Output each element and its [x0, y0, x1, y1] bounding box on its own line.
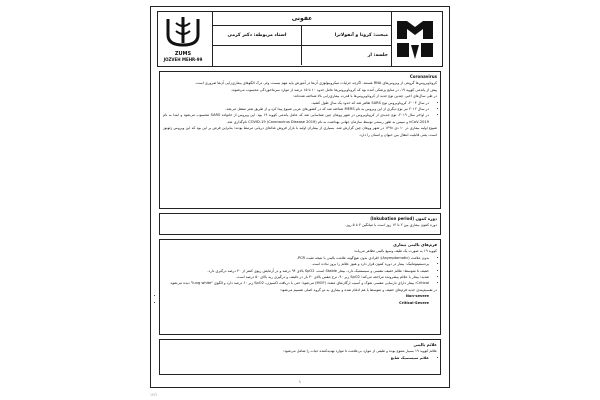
coronavirus-paragraph: پیش از پاندمی کووید ۱۹، در منابع پزشکی آمده بود که کروناویروس‌ها عامل حدود ۱۰ تا ۱۵ درصد از موارد سرماخوردگی محسوب می‌شوند. — [230, 87, 437, 92]
coronavirus-section — [159, 71, 441, 209]
list-item: • در اواخر سال ۲۰۱۹، نوع جدیدی از کروناویروس در شهر ووهان چین شناسایی شد که عامل پاندمی کووید ۱۹ بود. این ویروس از خانواده SARS محسوب می‌شود و ابتدا به نام 2019-nCoV و سپس به طور رسمی توسط سازمان جهانی بهداشت به نام COVID-19 (Coronavirus Disease 2019) نام‌گذاری شد. — [163, 112, 429, 125]
zums-logo-icon — [160, 15, 206, 49]
header-table — [157, 11, 443, 67]
instructor-label: استاد مربوطه: دکتر کرمی — [213, 26, 302, 45]
session-label: جلسه: از — [367, 53, 388, 58]
footer-mark: ۱۴/۱ — [150, 392, 158, 397]
list-item: • شدید: بیمار با علائم پیشرونده مراجعه می‌کند؛ SpO2 زیر ۹۰، نرخ تنفس بالای ۳۰ بار در دقیقه، و درگیری ریه بالای ۵۰ درصد است. — [163, 274, 429, 280]
clinical-paragraph: در تقسیم‌بندی جدید فرم‌های خفیف و متوسط با هم ادغام شده و بیماری به دو گروه اصلی تقسیم می‌شود: — [279, 287, 437, 292]
symptoms-heading: علائم بالینی — [413, 342, 437, 347]
incubation-heading: دوره کمون (Inkubation period) — [370, 216, 437, 221]
list-item: • Critical-Severe — [163, 300, 429, 306]
coronavirus-paragraph: کروناویروس‌ها گروهی از ویروس‌های RNA هستند. اگرچه جزئیات میکروبیولوژی آن‌ها در آموزش پایه مهم نیست، ولی درک الگوهای بیماری‌زایی آن‌ها ضروری است. — [195, 81, 437, 86]
empty-cell — [213, 46, 302, 65]
symptoms-section — [159, 339, 441, 375]
clinical-heading: فرم‌های بالینی بیماری — [393, 242, 437, 247]
incubation-section — [159, 213, 441, 235]
coronavirus-paragraph: در طی سال‌های اخیر، چندین نوع جدید از کروناویروس‌ها با قدرت بیماری‌زایی بالا شناخته شده‌اند: — [293, 94, 437, 99]
document-page — [150, 6, 450, 388]
coronavirus-paragraph: شیوع اولیه بیماری در ۱۰ دی ۱۳۹۸ در شهر ووهان چین گزارش شد. بسیاری از بیماران اولیه با بازار فروش غذاهای دریایی مرتبط بودند؛ بنابراین فرض بر این بود که این ویروس زئونوز است، یعنی قابلیت انتقال بین حیوان و انسان را دارد. — [163, 126, 438, 137]
coronavirus-heading: Coronavirus — [409, 74, 437, 79]
page-number: ۱ — [298, 379, 302, 384]
severity-group-list — [163, 293, 437, 306]
zums-logo-text: ZUMS — [174, 51, 192, 57]
symptoms-paragraph: علائم کووید ۱۹ بسیار متنوع بوده و طیفی از موارد بی‌علامت تا موارد تهدیدکننده حیات را شامل می‌شود: — [283, 349, 437, 354]
list-item: • علائم سیستمیک شایع — [163, 355, 429, 361]
clinical-list — [163, 255, 437, 287]
list-item: • Critical: بیمار دارای نارسایی تنفسی شوک و آسیب ارگان‌های متعدد (MOF) می‌شود؛ حتی با دریافت اکسیژن، SpO2 زیر ۶۰ درصد دارد و الگوی "lung white" دیده می‌شود. — [163, 280, 429, 286]
university-emblem-icon — [391, 15, 439, 63]
zums-logo — [160, 15, 206, 63]
topic-label: مبحث: کرونا و آنفولانزا — [334, 33, 388, 38]
list-item: • بدون علامت (Asymptomatic): افرادی بدون هیچ‌گونه علامت بالینی با نتیجه مثبت PCR. — [163, 255, 429, 261]
zums-logo-subtext: JOZVEH MEHR-99 — [163, 57, 203, 62]
clinical-paragraph: کووید ۱۹ به صورت یک طیف وسیع بالینی تظاهر می‌یابد: — [353, 249, 437, 254]
list-item: • در سال ۲۰۱۲ نیز نوع دیگری از این ویروس به نام MERS شناخته شد که در کشورهای عربی شیوع پیدا کرد و از طریق شتر منتقل می‌شد. — [163, 106, 429, 112]
coronavirus-list — [163, 100, 437, 126]
list-item: • Non-severe — [163, 293, 429, 299]
list-item: • پره‌سمپتوماتیک: بیمار در دوره کمون قرار دارد و هنوز علائم را بروز نداده است. — [163, 261, 429, 267]
symptoms-list — [163, 355, 437, 361]
list-item: • خفیف تا متوسط: علائم خفیف تنفسی و سیستمیک دارد. بیمار Stable است، SpO2 بالای ۹۴ درصد و در آزمایش ریوی کمتر از ۳۰ درصد درگیری دارد. — [163, 268, 429, 274]
course-title: عفونی — [213, 12, 391, 26]
list-item: • در سال ۲۰۰۳، کروناویروس نوع SARS ظاهر شد که حدود یک سال طول کشید. — [163, 100, 429, 106]
clinical-forms-section — [159, 239, 441, 335]
header-info-box — [212, 12, 392, 66]
incubation-text: دوره کمون بیماری بین ۲ تا ۱۴ روز است با میانگین ۴ تا ۵ روز. — [345, 223, 437, 228]
